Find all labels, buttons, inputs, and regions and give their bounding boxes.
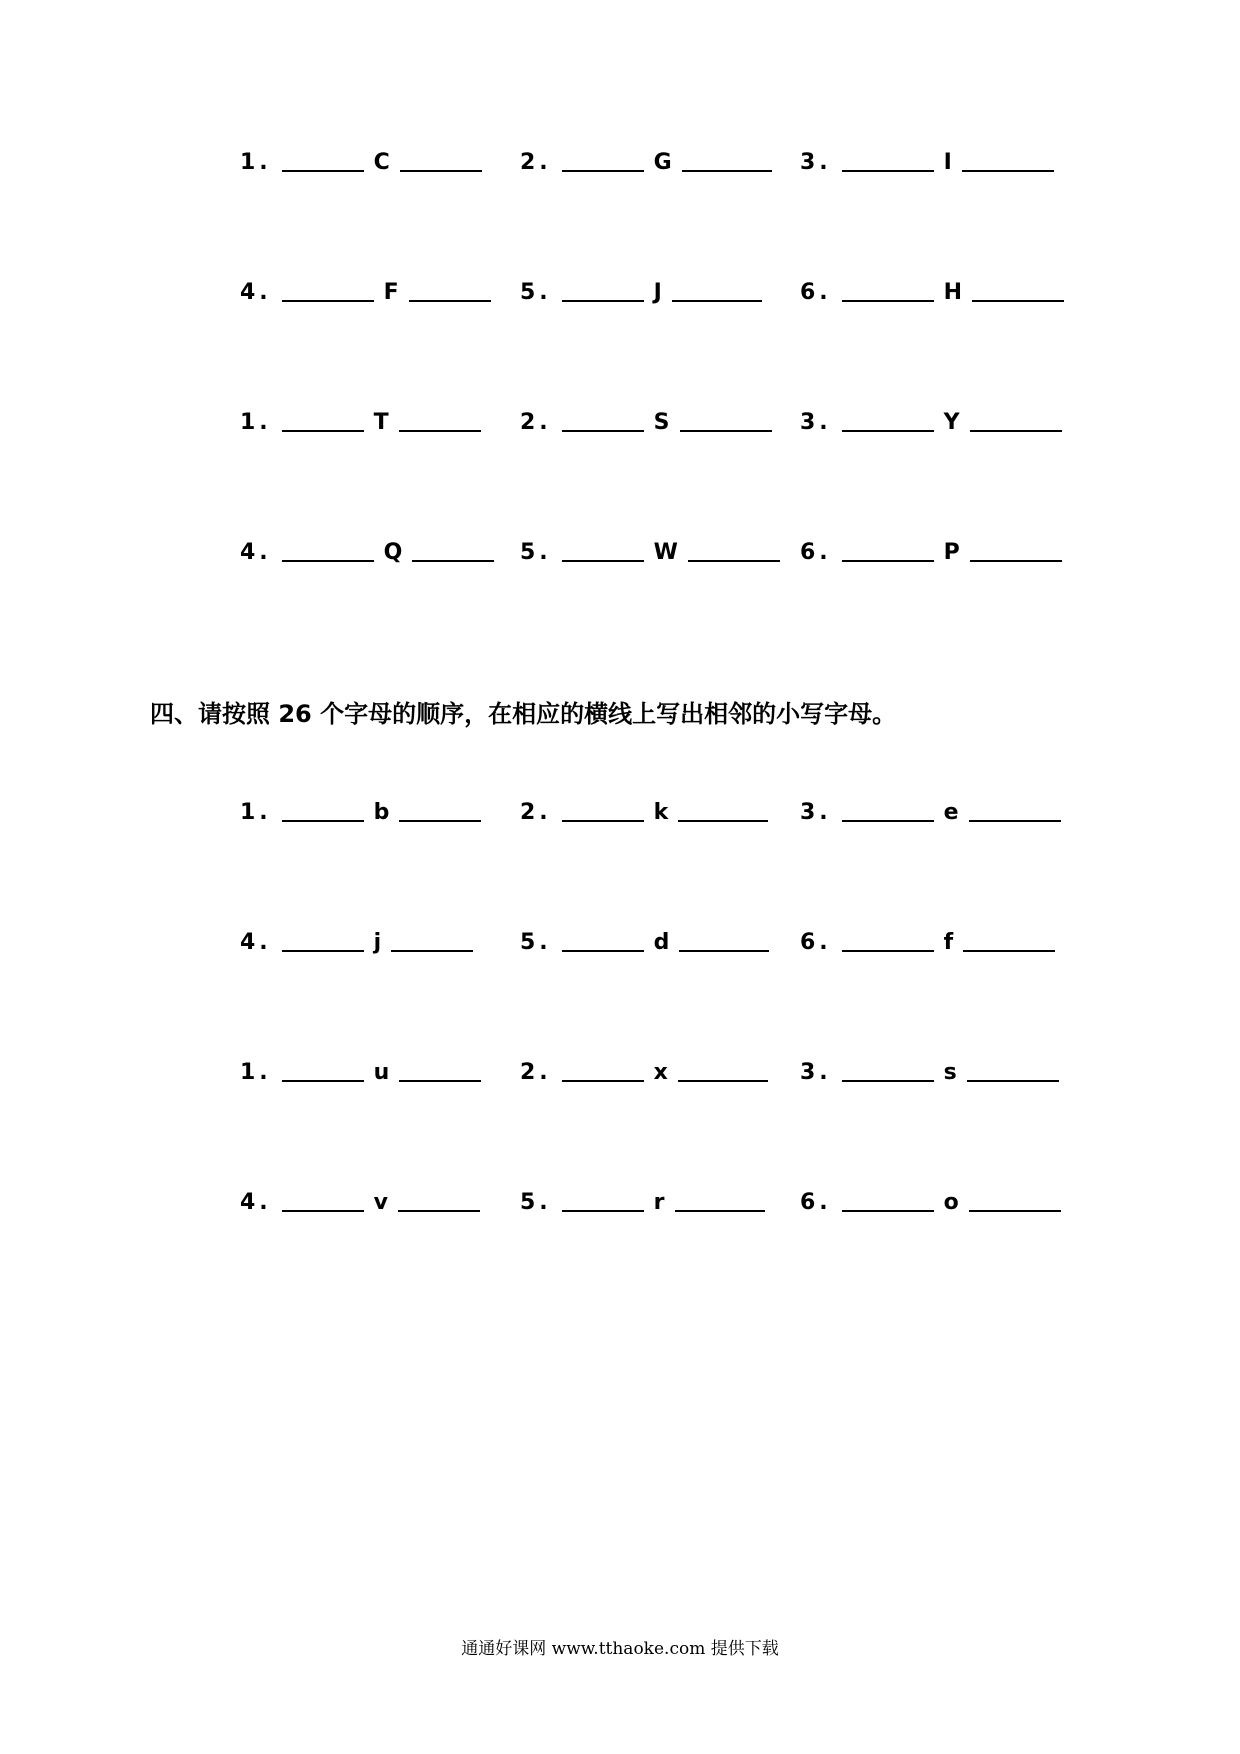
page-footer: 通通好课网 www.tthaoke.com 提供下载 xyxy=(461,1639,779,1659)
exercise-item xyxy=(520,396,772,436)
answer-blank-after[interactable] xyxy=(969,820,1061,822)
answer-blank-after[interactable] xyxy=(675,1210,765,1212)
answer-blank-after[interactable] xyxy=(409,300,491,302)
answer-blank-after[interactable] xyxy=(963,950,1055,952)
answer-blank-after[interactable] xyxy=(678,820,768,822)
answer-blank-after[interactable] xyxy=(972,300,1064,302)
answer-blank-before[interactable] xyxy=(842,560,934,562)
item-number: 2. xyxy=(520,1060,552,1085)
exercise-row-3 xyxy=(0,396,1240,436)
exercise-row-4 xyxy=(0,526,1240,566)
exercise-item xyxy=(800,266,1064,306)
answer-blank-before[interactable] xyxy=(282,950,364,952)
exercise-item xyxy=(520,786,768,826)
item-number: 2. xyxy=(520,800,552,825)
answer-blank-before[interactable] xyxy=(842,1080,934,1082)
answer-blank-before[interactable] xyxy=(282,1080,364,1082)
answer-blank-after[interactable] xyxy=(688,560,780,562)
answer-blank-before[interactable] xyxy=(282,560,374,562)
answer-blank-after[interactable] xyxy=(672,300,762,302)
given-letter: j xyxy=(373,930,382,955)
answer-blank-before[interactable] xyxy=(562,560,644,562)
item-number: 1. xyxy=(240,410,272,435)
given-letter: b xyxy=(373,800,390,825)
item-number: 2. xyxy=(520,410,552,435)
answer-blank-before[interactable] xyxy=(282,300,374,302)
answer-blank-before[interactable] xyxy=(842,950,934,952)
item-number: 3. xyxy=(800,800,832,825)
answer-blank-before[interactable] xyxy=(562,1210,644,1212)
item-number: 3. xyxy=(800,410,832,435)
answer-blank-after[interactable] xyxy=(400,170,482,172)
item-number: 1. xyxy=(240,800,272,825)
given-letter: H xyxy=(943,280,963,305)
item-number: 6. xyxy=(800,1190,832,1215)
exercise-item xyxy=(240,916,473,956)
given-letter: G xyxy=(653,150,672,175)
exercise-item xyxy=(800,1176,1061,1216)
item-number: 1. xyxy=(240,150,272,175)
item-number: 6. xyxy=(800,930,832,955)
answer-blank-before[interactable] xyxy=(562,820,644,822)
answer-blank-after[interactable] xyxy=(399,820,481,822)
answer-blank-before[interactable] xyxy=(282,170,364,172)
given-letter: F xyxy=(383,280,399,305)
answer-blank-before[interactable] xyxy=(562,1080,644,1082)
answer-blank-before[interactable] xyxy=(562,430,644,432)
exercise-row-5 xyxy=(0,786,1240,826)
item-number: 1. xyxy=(240,1060,272,1085)
item-number: 3. xyxy=(800,150,832,175)
exercise-item xyxy=(240,1176,480,1216)
exercise-item xyxy=(520,1176,765,1216)
answer-blank-after[interactable] xyxy=(967,1080,1059,1082)
exercise-item xyxy=(520,526,780,566)
given-letter: k xyxy=(653,800,669,825)
answer-blank-before[interactable] xyxy=(282,430,364,432)
answer-blank-after[interactable] xyxy=(680,430,772,432)
given-letter: S xyxy=(653,410,670,435)
given-letter: v xyxy=(373,1190,389,1215)
given-letter: Y xyxy=(943,410,960,435)
exercise-item xyxy=(800,396,1062,436)
section-heading: 四、请按照 26 个字母的顺序，在相应的横线上写出相邻的小写字母。 xyxy=(150,700,897,728)
item-number: 6. xyxy=(800,540,832,565)
exercise-item xyxy=(240,786,481,826)
answer-blank-after[interactable] xyxy=(970,430,1062,432)
answer-blank-after[interactable] xyxy=(399,1080,481,1082)
answer-blank-before[interactable] xyxy=(842,170,934,172)
given-letter: T xyxy=(373,410,389,435)
item-number: 5. xyxy=(520,540,552,565)
answer-blank-before[interactable] xyxy=(842,430,934,432)
answer-blank-after[interactable] xyxy=(682,170,772,172)
exercise-item xyxy=(800,526,1062,566)
answer-blank-before[interactable] xyxy=(282,820,364,822)
exercise-item xyxy=(240,1046,481,1086)
answer-blank-after[interactable] xyxy=(678,1080,768,1082)
answer-blank-before[interactable] xyxy=(842,820,934,822)
given-letter: P xyxy=(943,540,960,565)
given-letter: o xyxy=(943,1190,959,1215)
answer-blank-after[interactable] xyxy=(412,560,494,562)
exercise-row-8 xyxy=(0,1176,1240,1216)
item-number: 5. xyxy=(520,930,552,955)
exercise-item xyxy=(800,136,1054,176)
exercise-item xyxy=(800,786,1061,826)
item-number: 3. xyxy=(800,1060,832,1085)
exercise-item xyxy=(520,916,769,956)
item-number: 4. xyxy=(240,280,272,305)
given-letter: r xyxy=(653,1190,665,1215)
given-letter: e xyxy=(943,800,959,825)
exercise-item xyxy=(800,916,1055,956)
exercise-item xyxy=(520,136,772,176)
exercise-item xyxy=(240,396,481,436)
given-letter: C xyxy=(373,150,390,175)
exercise-row-7 xyxy=(0,1046,1240,1086)
answer-blank-after[interactable] xyxy=(399,430,481,432)
exercise-item xyxy=(240,266,491,306)
answer-blank-after[interactable] xyxy=(679,950,769,952)
item-number: 4. xyxy=(240,540,272,565)
exercise-item xyxy=(520,1046,768,1086)
given-letter: Q xyxy=(383,540,403,565)
exercise-row-1 xyxy=(0,136,1240,176)
exercise-item xyxy=(800,1046,1059,1086)
item-number: 5. xyxy=(520,280,552,305)
answer-blank-after[interactable] xyxy=(970,560,1062,562)
exercise-item xyxy=(240,136,482,176)
given-letter: J xyxy=(653,280,662,305)
given-letter: I xyxy=(943,150,952,175)
answer-blank-before[interactable] xyxy=(562,300,644,302)
given-letter: f xyxy=(943,930,954,955)
exercise-row-2 xyxy=(0,266,1240,306)
given-letter: W xyxy=(653,540,678,565)
answer-blank-after[interactable] xyxy=(391,950,473,952)
exercise-item xyxy=(240,526,494,566)
item-number: 5. xyxy=(520,1190,552,1215)
exercise-row-6 xyxy=(0,916,1240,956)
answer-blank-before[interactable] xyxy=(562,950,644,952)
item-number: 6. xyxy=(800,280,832,305)
given-letter: d xyxy=(653,930,670,955)
answer-blank-after[interactable] xyxy=(962,170,1054,172)
answer-blank-before[interactable] xyxy=(842,300,934,302)
answer-blank-before[interactable] xyxy=(282,1210,364,1212)
exercise-item xyxy=(520,266,762,306)
item-number: 4. xyxy=(240,1190,272,1215)
answer-blank-after[interactable] xyxy=(398,1210,480,1212)
answer-blank-before[interactable] xyxy=(562,170,644,172)
given-letter: s xyxy=(943,1060,957,1085)
given-letter: x xyxy=(653,1060,668,1085)
given-letter: u xyxy=(373,1060,390,1085)
answer-blank-before[interactable] xyxy=(842,1210,934,1212)
item-number: 2. xyxy=(520,150,552,175)
answer-blank-after[interactable] xyxy=(969,1210,1061,1212)
item-number: 4. xyxy=(240,930,272,955)
